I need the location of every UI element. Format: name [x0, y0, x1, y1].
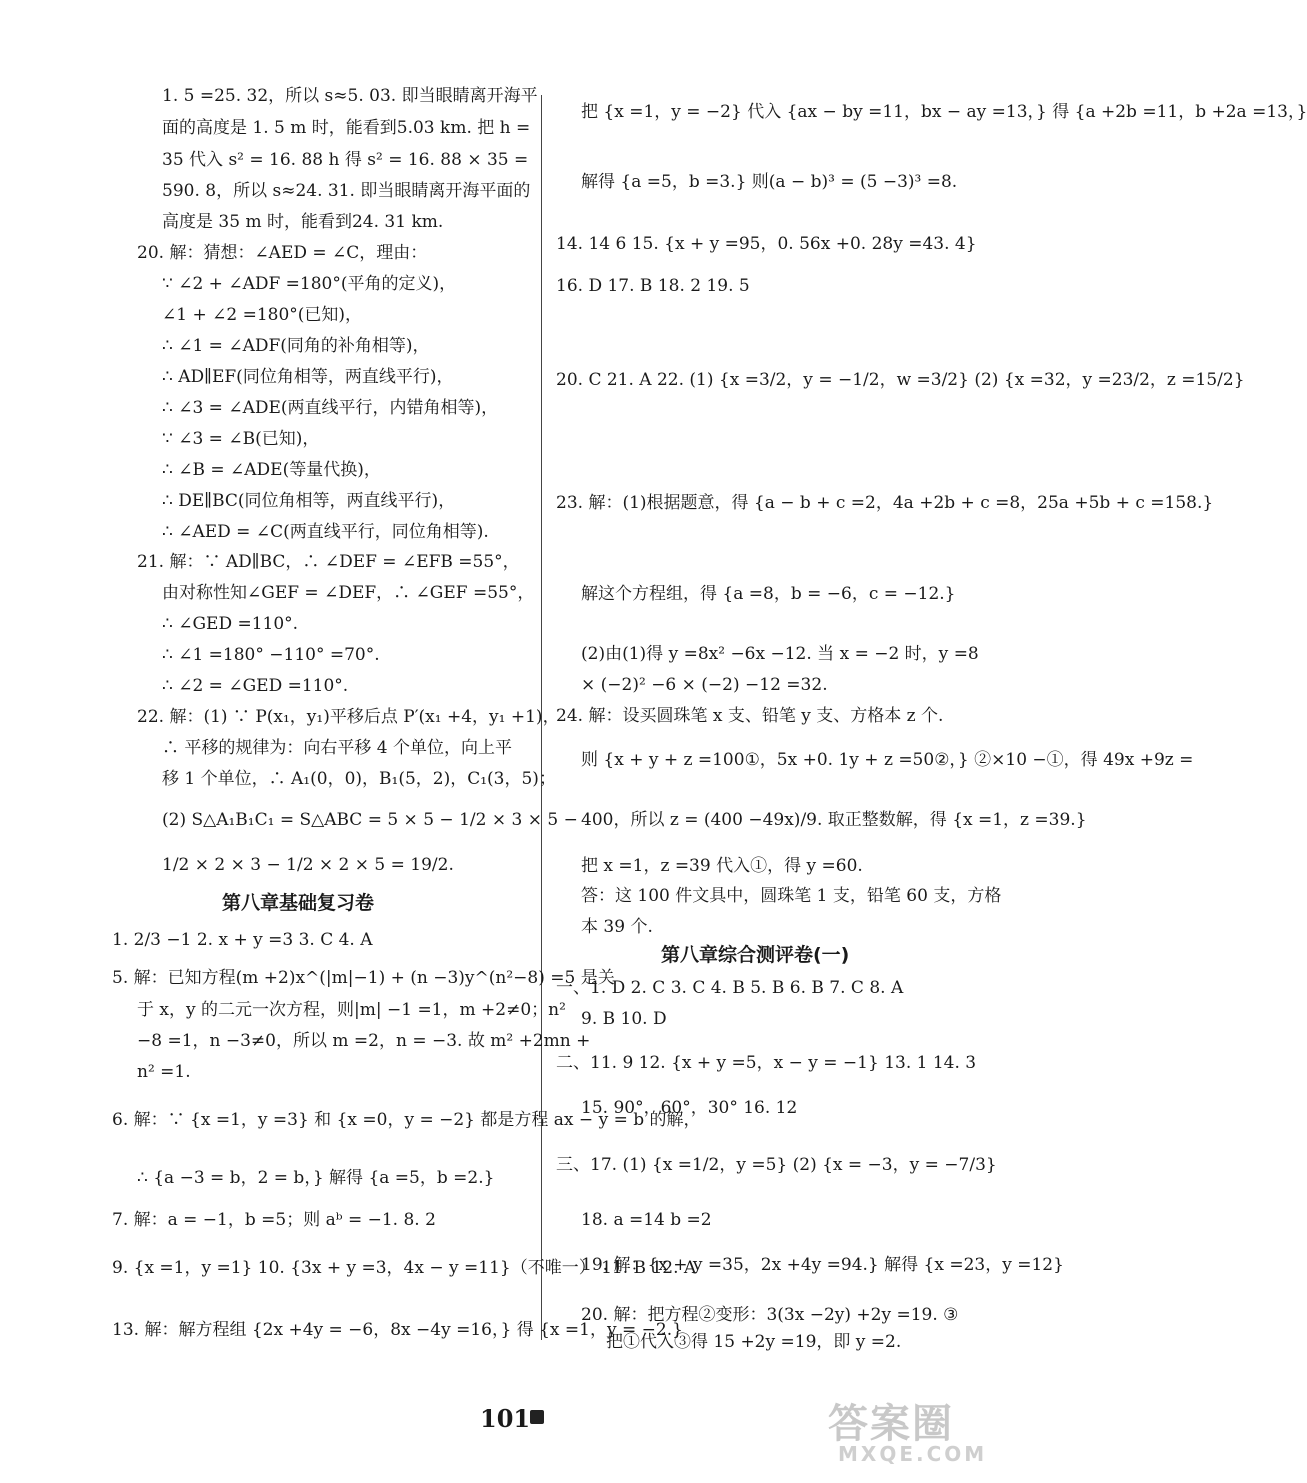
text-line: ∴ 平移的规律为：向右平移 4 个单位，向上平: [162, 738, 513, 758]
text-line: 21. 解：∵ AD∥BC，∴ ∠DEF = ∠EFB =55°，: [137, 552, 520, 572]
text-line: 高度是 35 m 时，能看到24. 31 km.: [162, 212, 444, 232]
text-line: 14. 14 6 15. {x + y =95，0. 56x +0. 28y =43. 4}: [556, 234, 977, 254]
text-line: 35 代入 s² = 16. 88 h 得 s² = 16. 88 × 35 =: [162, 150, 529, 170]
section-heading: 第八章基础复习卷: [222, 892, 375, 914]
text-line: ∴ ∠2 = ∠GED =110°.: [162, 676, 349, 696]
text-line: 1. 5 =25. 32，所以 s≈5. 03. 即当眼睛离开海平: [162, 86, 538, 106]
text-line: 1. 2/3 −1 2. x + y =3 3. C 4. A: [112, 930, 373, 950]
text-line: 22. 解：(1) ∵ P(x₁，y₁)平移后点 P′(x₁ +4，y₁ +1)，: [137, 707, 560, 727]
text-line: 于 x，y 的二元一次方程，则|m| −1 =1，m +2≠0；n²: [137, 1000, 566, 1020]
text-line: 16. D 17. B 18. 2 19. 5: [556, 276, 750, 296]
text-line: 24. 解：设买圆珠笔 x 支、铅笔 y 支、方格本 z 个.: [556, 706, 944, 726]
text-line: 由对称性知∠GEF = ∠DEF，∴ ∠GEF =55°，: [162, 583, 535, 603]
text-line: 把 {x =1，y = −2} 代入 {ax − by =11，bx − ay =13，} 得 {a +2b =11，b +2a =13，}: [581, 102, 1307, 122]
text-line: ∴ ∠1 =180° −110° =70°.: [162, 645, 380, 665]
page-number: 101: [480, 1404, 531, 1433]
text-line: 一、1. D 2. C 3. C 4. B 5. B 6. B 7. C 8. A: [556, 978, 904, 998]
text-line: 20. 解：猜想：∠AED = ∠C，理由：: [137, 243, 428, 263]
text-line: 23. 解：(1)根据题意，得 {a − b + c =2，4a +2b + c =8，25a +5b + c =158.}: [556, 493, 1214, 513]
text-line: ∵ ∠2 + ∠ADF =180°(平角的定义)，: [162, 274, 457, 294]
section-heading: 第八章综合测评卷(一): [661, 944, 850, 966]
text-line: 1/2 × 2 × 3 − 1/2 × 2 × 5 = 19/2.: [162, 855, 454, 875]
text-line: (2) S△A₁B₁C₁ = S△ABC = 5 × 5 − 1/2 × 3 × 5 −: [162, 810, 578, 830]
text-line: 9. B 10. D: [581, 1009, 667, 1029]
text-line: ∠1 + ∠2 =180°(已知)，: [162, 305, 363, 325]
text-line: 7. 解：a = −1，b =5；则 aᵇ = −1. 8. 2: [112, 1210, 436, 1230]
text-line: 18. a =14 b =2: [581, 1210, 712, 1230]
text-line: 6. 解：∵ {x =1，y =3} 和 {x =0，y = −2} 都是方程 ax − y = b 的解，: [112, 1110, 701, 1130]
text-line: 15. 90°，60°，30° 16. 12: [581, 1098, 798, 1118]
text-line: ∴ DE∥BC(同位角相等，两直线平行)，: [162, 491, 456, 511]
watermark-text: 答案圈: [828, 1401, 954, 1447]
text-line: ∴ ∠B = ∠ADE(等量代换)，: [162, 460, 381, 480]
text-line: ∴ ∠3 = ∠ADE(两直线平行，内错角相等)，: [162, 398, 499, 418]
text-line: −8 =1，n −3≠0，所以 m =2，n = −3. 故 m² +2mn +: [137, 1031, 591, 1051]
text-line: 5. 解：已知方程(m +2)x^(|m|−1) + (n −3)y^(n²−8) =5 是关: [112, 968, 615, 988]
text-line: 20. C 21. A 22. (1) {x =3/2，y = −1/2，w =3/2} (2) {x =32，y =23/2，z =15/2}: [556, 370, 1245, 390]
watermark-url: MXQE.COM: [838, 1442, 988, 1466]
text-line: (2)由(1)得 y =8x² −6x −12. 当 x = −2 时，y =8: [581, 644, 979, 664]
watermark-logo: [828, 1392, 988, 1474]
text-line: n² =1.: [137, 1062, 191, 1082]
text-line: 20. 解：把方程②变形：3(3x −2y) +2y =19. ③: [581, 1305, 959, 1325]
text-line: 移 1 个单位，∴ A₁(0，0)，B₁(5，2)，C₁(3，5)；: [162, 769, 556, 789]
text-line: 把 x =1，z =39 代入①，得 y =60.: [581, 856, 863, 876]
text-line: 400，所以 z = (400 −49x)/9. 取正整数解，得 {x =1，z =39.}: [581, 810, 1087, 830]
text-line: 解得 {a =5，b =3.} 则(a − b)³ = (5 −3)³ =8.: [581, 172, 958, 192]
text-line: × (−2)² −6 × (−2) −12 =32.: [581, 675, 828, 695]
text-line: 本 39 个.: [581, 917, 653, 937]
text-line: 则 {x + y + z =100①，5x +0. 1y + z =50②，} ②×10 −①，得 49x +9z =: [581, 750, 1194, 770]
text-line: 三、17. (1) {x =1/2，y =5} (2) {x = −3，y = −7/3}: [556, 1155, 997, 1175]
text-line: 590. 8，所以 s≈24. 31. 即当眼睛离开海平面的: [162, 181, 531, 201]
text-line: 二、11. 9 12. {x + y =5，x − y = −1} 13. 1 14. 3: [556, 1053, 977, 1073]
text-line: ∴ AD∥EF(同位角相等，两直线平行)，: [162, 367, 454, 387]
text-line: ∴ ∠1 = ∠ADF(同角的补角相等)，: [162, 336, 430, 356]
text-line: ∵ ∠3 = ∠B(已知)，: [162, 429, 320, 449]
text-line: ∴ ∠AED = ∠C(两直线平行，同位角相等).: [162, 522, 489, 542]
text-line: 9. {x =1，y =1} 10. {3x + y =3，4x − y =11}（不唯一） 11. B 12. A: [112, 1258, 697, 1278]
text-line: 面的高度是 1. 5 m 时，能看到5.03 km. 把 h =: [162, 118, 531, 138]
page-mark-icon: [530, 1410, 544, 1424]
text-line: ∴ {a −3 = b，2 = b，} 解得 {a =5，b =2.}: [137, 1168, 495, 1188]
text-line: 解这个方程组，得 {a =8，b = −6，c = −12.}: [581, 584, 956, 604]
text-line: 13. 解：解方程组 {2x +4y = −6，8x −4y =16，} 得 {x =1，y = −2.}: [112, 1320, 683, 1340]
text-line: 把①代入③得 15 +2y =19，即 y =2.: [606, 1332, 902, 1352]
text-line: ∴ ∠GED =110°.: [162, 614, 299, 634]
text-line: 答：这 100 件文具中，圆珠笔 1 支，铅笔 60 支，方格: [581, 886, 1002, 906]
text-line: 19. 解：{x + y =35，2x +4y =94.} 解得 {x =23，y =12}: [581, 1255, 1064, 1275]
